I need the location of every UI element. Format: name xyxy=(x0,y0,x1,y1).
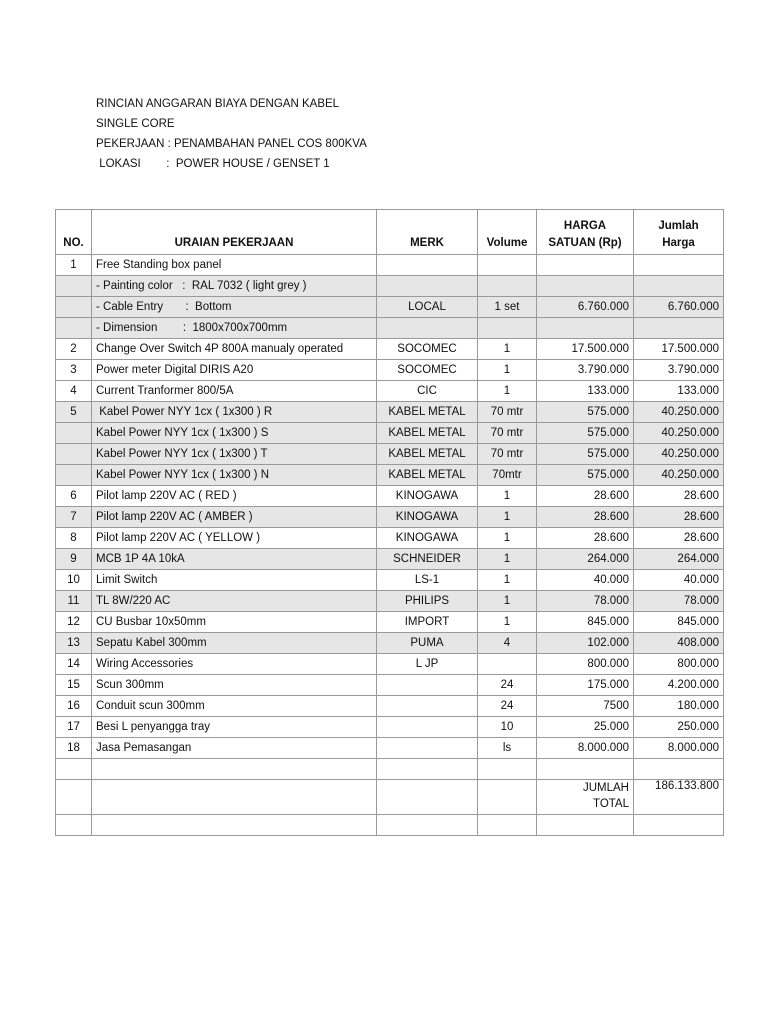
row-harga-satuan: 575.000 xyxy=(537,444,634,465)
table-row xyxy=(56,486,724,507)
row-harga-satuan: 17.500.000 xyxy=(537,339,634,360)
row-uraian: Pilot lamp 220V AC ( RED ) xyxy=(92,486,377,507)
row-uraian: CU Busbar 10x50mm xyxy=(92,612,377,633)
total-label-line-2: TOTAL xyxy=(593,798,629,810)
row-volume: 1 xyxy=(478,339,537,360)
row-jumlah-harga: 408.000 xyxy=(634,633,724,654)
row-volume: 24 xyxy=(478,675,537,696)
row-harga-satuan: 133.000 xyxy=(537,381,634,402)
row-merk: KINOGAWA xyxy=(377,528,478,549)
lokasi-line: LOKASI : POWER HOUSE / GENSET 1 xyxy=(96,158,330,170)
header-harga-line-1: HARGA xyxy=(563,220,607,232)
row-jumlah-harga: 4.200.000 xyxy=(634,675,724,696)
table-row xyxy=(56,381,724,402)
row-merk: L JP xyxy=(377,654,478,675)
row-uraian: Pilot lamp 220V AC ( YELLOW ) xyxy=(92,528,377,549)
row-harga-satuan: 7500 xyxy=(537,696,634,717)
row-merk xyxy=(377,675,478,696)
table-row xyxy=(56,339,724,360)
row-merk: KABEL METAL xyxy=(377,444,478,465)
header-no: NO. xyxy=(56,210,92,255)
table-row xyxy=(56,444,724,465)
row-volume: 1 xyxy=(478,528,537,549)
row-jumlah-harga: 40.250.000 xyxy=(634,423,724,444)
pekerjaan-line: PEKERJAAN : PENAMBAHAN PANEL COS 800KVA xyxy=(96,138,367,150)
row-no: 7 xyxy=(56,507,92,528)
row-jumlah-harga: 3.790.000 xyxy=(634,360,724,381)
row-volume: 4 xyxy=(478,633,537,654)
row-harga-satuan: 8.000.000 xyxy=(537,738,634,759)
row-uraian: Current Tranformer 800/5A xyxy=(92,381,377,402)
row-no xyxy=(56,297,92,318)
total-label xyxy=(537,780,634,815)
row-volume: 70 mtr xyxy=(478,423,537,444)
header-volume: Volume xyxy=(478,210,537,255)
table-row xyxy=(56,696,724,717)
row-merk: SOCOMEC xyxy=(377,339,478,360)
row-no: 11 xyxy=(56,591,92,612)
table-row xyxy=(56,717,724,738)
row-merk: LS-1 xyxy=(377,570,478,591)
row-no: 17 xyxy=(56,717,92,738)
row-harga-satuan: 25.000 xyxy=(537,717,634,738)
row-uraian: Pilot lamp 220V AC ( AMBER ) xyxy=(92,507,377,528)
row-harga-satuan: 3.790.000 xyxy=(537,360,634,381)
row-harga-satuan: 78.000 xyxy=(537,591,634,612)
row-jumlah-harga: 800.000 xyxy=(634,654,724,675)
row-jumlah-harga: 8.000.000 xyxy=(634,738,724,759)
row-uraian: Jasa Pemasangan xyxy=(92,738,377,759)
row-merk: KABEL METAL xyxy=(377,402,478,423)
table-row xyxy=(56,465,724,486)
row-jumlah-harga: 28.600 xyxy=(634,528,724,549)
row-no: 4 xyxy=(56,381,92,402)
row-no: 15 xyxy=(56,675,92,696)
row-jumlah-harga: 40.250.000 xyxy=(634,402,724,423)
row-jumlah-harga: 250.000 xyxy=(634,717,724,738)
row-volume: 1 xyxy=(478,360,537,381)
table-row xyxy=(56,360,724,381)
header-jumlah-line-1: Jumlah xyxy=(658,220,699,232)
table-row xyxy=(56,507,724,528)
blank-row xyxy=(56,815,724,836)
row-volume xyxy=(478,255,537,276)
row-volume: 1 xyxy=(478,570,537,591)
row-volume: 1 xyxy=(478,486,537,507)
total-label-line-1: JUMLAH xyxy=(582,782,629,794)
row-volume xyxy=(478,654,537,675)
row-uraian: Free Standing box panel xyxy=(92,255,377,276)
row-harga-satuan xyxy=(537,318,634,339)
row-merk: PHILIPS xyxy=(377,591,478,612)
row-no xyxy=(56,276,92,297)
table-row xyxy=(56,423,724,444)
row-no: 3 xyxy=(56,360,92,381)
table-row xyxy=(56,633,724,654)
table-row xyxy=(56,255,724,276)
row-harga-satuan: 28.600 xyxy=(537,486,634,507)
row-jumlah-harga: 40.000 xyxy=(634,570,724,591)
row-volume: ls xyxy=(478,738,537,759)
row-merk: IMPORT xyxy=(377,612,478,633)
row-no xyxy=(56,318,92,339)
row-no: 1 xyxy=(56,255,92,276)
row-volume: 70mtr xyxy=(478,465,537,486)
row-uraian: Limit Switch xyxy=(92,570,377,591)
row-merk: PUMA xyxy=(377,633,478,654)
row-harga-satuan: 575.000 xyxy=(537,402,634,423)
row-volume: 1 set xyxy=(478,297,537,318)
table-row xyxy=(56,612,724,633)
row-harga-satuan: 102.000 xyxy=(537,633,634,654)
row-no: 2 xyxy=(56,339,92,360)
row-merk: KINOGAWA xyxy=(377,507,478,528)
row-no xyxy=(56,444,92,465)
row-uraian: Kabel Power NYY 1cx ( 1x300 ) R xyxy=(92,402,377,423)
row-no xyxy=(56,423,92,444)
row-no: 10 xyxy=(56,570,92,591)
row-merk xyxy=(377,738,478,759)
row-no: 5 xyxy=(56,402,92,423)
row-uraian: Besi L penyangga tray xyxy=(92,717,377,738)
header-merk: MERK xyxy=(377,210,478,255)
row-harga-satuan: 575.000 xyxy=(537,423,634,444)
row-jumlah-harga: 17.500.000 xyxy=(634,339,724,360)
row-jumlah-harga: 6.760.000 xyxy=(634,297,724,318)
row-jumlah-harga xyxy=(634,276,724,297)
table-row xyxy=(56,591,724,612)
header-uraian: URAIAN PEKERJAAN xyxy=(92,210,377,255)
row-jumlah-harga: 264.000 xyxy=(634,549,724,570)
row-uraian: Power meter Digital DIRIS A20 xyxy=(92,360,377,381)
row-harga-satuan: 800.000 xyxy=(537,654,634,675)
row-jumlah-harga: 78.000 xyxy=(634,591,724,612)
row-uraian: Scun 300mm xyxy=(92,675,377,696)
row-no: 8 xyxy=(56,528,92,549)
header-harga-satuan xyxy=(537,210,634,255)
row-merk xyxy=(377,255,478,276)
row-jumlah-harga xyxy=(634,255,724,276)
row-harga-satuan: 264.000 xyxy=(537,549,634,570)
row-jumlah-harga: 28.600 xyxy=(634,507,724,528)
blank-row xyxy=(56,759,724,780)
table-row xyxy=(56,297,724,318)
table-row xyxy=(56,318,724,339)
total-row xyxy=(56,780,724,815)
row-jumlah-harga: 180.000 xyxy=(634,696,724,717)
row-no: 6 xyxy=(56,486,92,507)
row-jumlah-harga: 40.250.000 xyxy=(634,465,724,486)
table-row xyxy=(56,738,724,759)
header-jumlah-harga xyxy=(634,210,724,255)
row-merk: KABEL METAL xyxy=(377,423,478,444)
row-no: 13 xyxy=(56,633,92,654)
table-row xyxy=(56,675,724,696)
table-row xyxy=(56,528,724,549)
row-harga-satuan: 40.000 xyxy=(537,570,634,591)
row-no: 14 xyxy=(56,654,92,675)
header-jumlah-line-2: Harga xyxy=(662,237,695,249)
row-merk: SOCOMEC xyxy=(377,360,478,381)
header-harga-line-2: SATUAN (Rp) xyxy=(548,237,622,249)
row-no xyxy=(56,465,92,486)
row-uraian: Kabel Power NYY 1cx ( 1x300 ) N xyxy=(92,465,377,486)
row-volume: 1 xyxy=(478,591,537,612)
row-harga-satuan: 845.000 xyxy=(537,612,634,633)
row-merk: SCHNEIDER xyxy=(377,549,478,570)
row-merk: CIC xyxy=(377,381,478,402)
row-volume xyxy=(478,318,537,339)
row-volume: 10 xyxy=(478,717,537,738)
row-volume: 70 mtr xyxy=(478,444,537,465)
row-harga-satuan: 28.600 xyxy=(537,528,634,549)
row-volume: 1 xyxy=(478,381,537,402)
document-header xyxy=(96,94,367,174)
table-row xyxy=(56,276,724,297)
row-no: 16 xyxy=(56,696,92,717)
row-uraian: Kabel Power NYY 1cx ( 1x300 ) S xyxy=(92,423,377,444)
row-merk: KINOGAWA xyxy=(377,486,478,507)
row-no: 12 xyxy=(56,612,92,633)
row-merk xyxy=(377,318,478,339)
row-uraian: TL 8W/220 AC xyxy=(92,591,377,612)
row-uraian: Conduit scun 300mm xyxy=(92,696,377,717)
table-header-row xyxy=(56,210,724,255)
total-value: 186.133.800 xyxy=(634,780,724,815)
row-no: 9 xyxy=(56,549,92,570)
row-merk xyxy=(377,717,478,738)
row-uraian: - Dimension : 1800x700x700mm xyxy=(92,318,377,339)
title-line-2: SINGLE CORE xyxy=(96,118,175,130)
table-row xyxy=(56,570,724,591)
row-uraian: - Painting color : RAL 7032 ( light grey ) xyxy=(92,276,377,297)
row-harga-satuan: 6.760.000 xyxy=(537,297,634,318)
table-row xyxy=(56,402,724,423)
row-merk xyxy=(377,276,478,297)
row-merk: LOCAL xyxy=(377,297,478,318)
row-jumlah-harga: 28.600 xyxy=(634,486,724,507)
row-jumlah-harga: 40.250.000 xyxy=(634,444,724,465)
row-uraian: Change Over Switch 4P 800A manualy operated xyxy=(92,339,377,360)
table-row xyxy=(56,549,724,570)
row-harga-satuan xyxy=(537,276,634,297)
row-volume xyxy=(478,276,537,297)
row-harga-satuan: 575.000 xyxy=(537,465,634,486)
cost-breakdown-table xyxy=(55,209,724,836)
row-uraian: Wiring Accessories xyxy=(92,654,377,675)
row-harga-satuan: 28.600 xyxy=(537,507,634,528)
row-harga-satuan: 175.000 xyxy=(537,675,634,696)
row-uraian: Sepatu Kabel 300mm xyxy=(92,633,377,654)
row-merk: KABEL METAL xyxy=(377,465,478,486)
table-row xyxy=(56,654,724,675)
row-uraian: - Cable Entry : Bottom xyxy=(92,297,377,318)
title-line-1: RINCIAN ANGGARAN BIAYA DENGAN KABEL xyxy=(96,98,340,110)
row-harga-satuan xyxy=(537,255,634,276)
row-uraian: Kabel Power NYY 1cx ( 1x300 ) T xyxy=(92,444,377,465)
row-volume: 1 xyxy=(478,507,537,528)
row-merk xyxy=(377,696,478,717)
row-jumlah-harga: 133.000 xyxy=(634,381,724,402)
row-volume: 1 xyxy=(478,612,537,633)
row-volume: 24 xyxy=(478,696,537,717)
row-volume: 1 xyxy=(478,549,537,570)
row-jumlah-harga: 845.000 xyxy=(634,612,724,633)
row-uraian: MCB 1P 4A 10kA xyxy=(92,549,377,570)
row-no: 18 xyxy=(56,738,92,759)
row-jumlah-harga xyxy=(634,318,724,339)
row-volume: 70 mtr xyxy=(478,402,537,423)
